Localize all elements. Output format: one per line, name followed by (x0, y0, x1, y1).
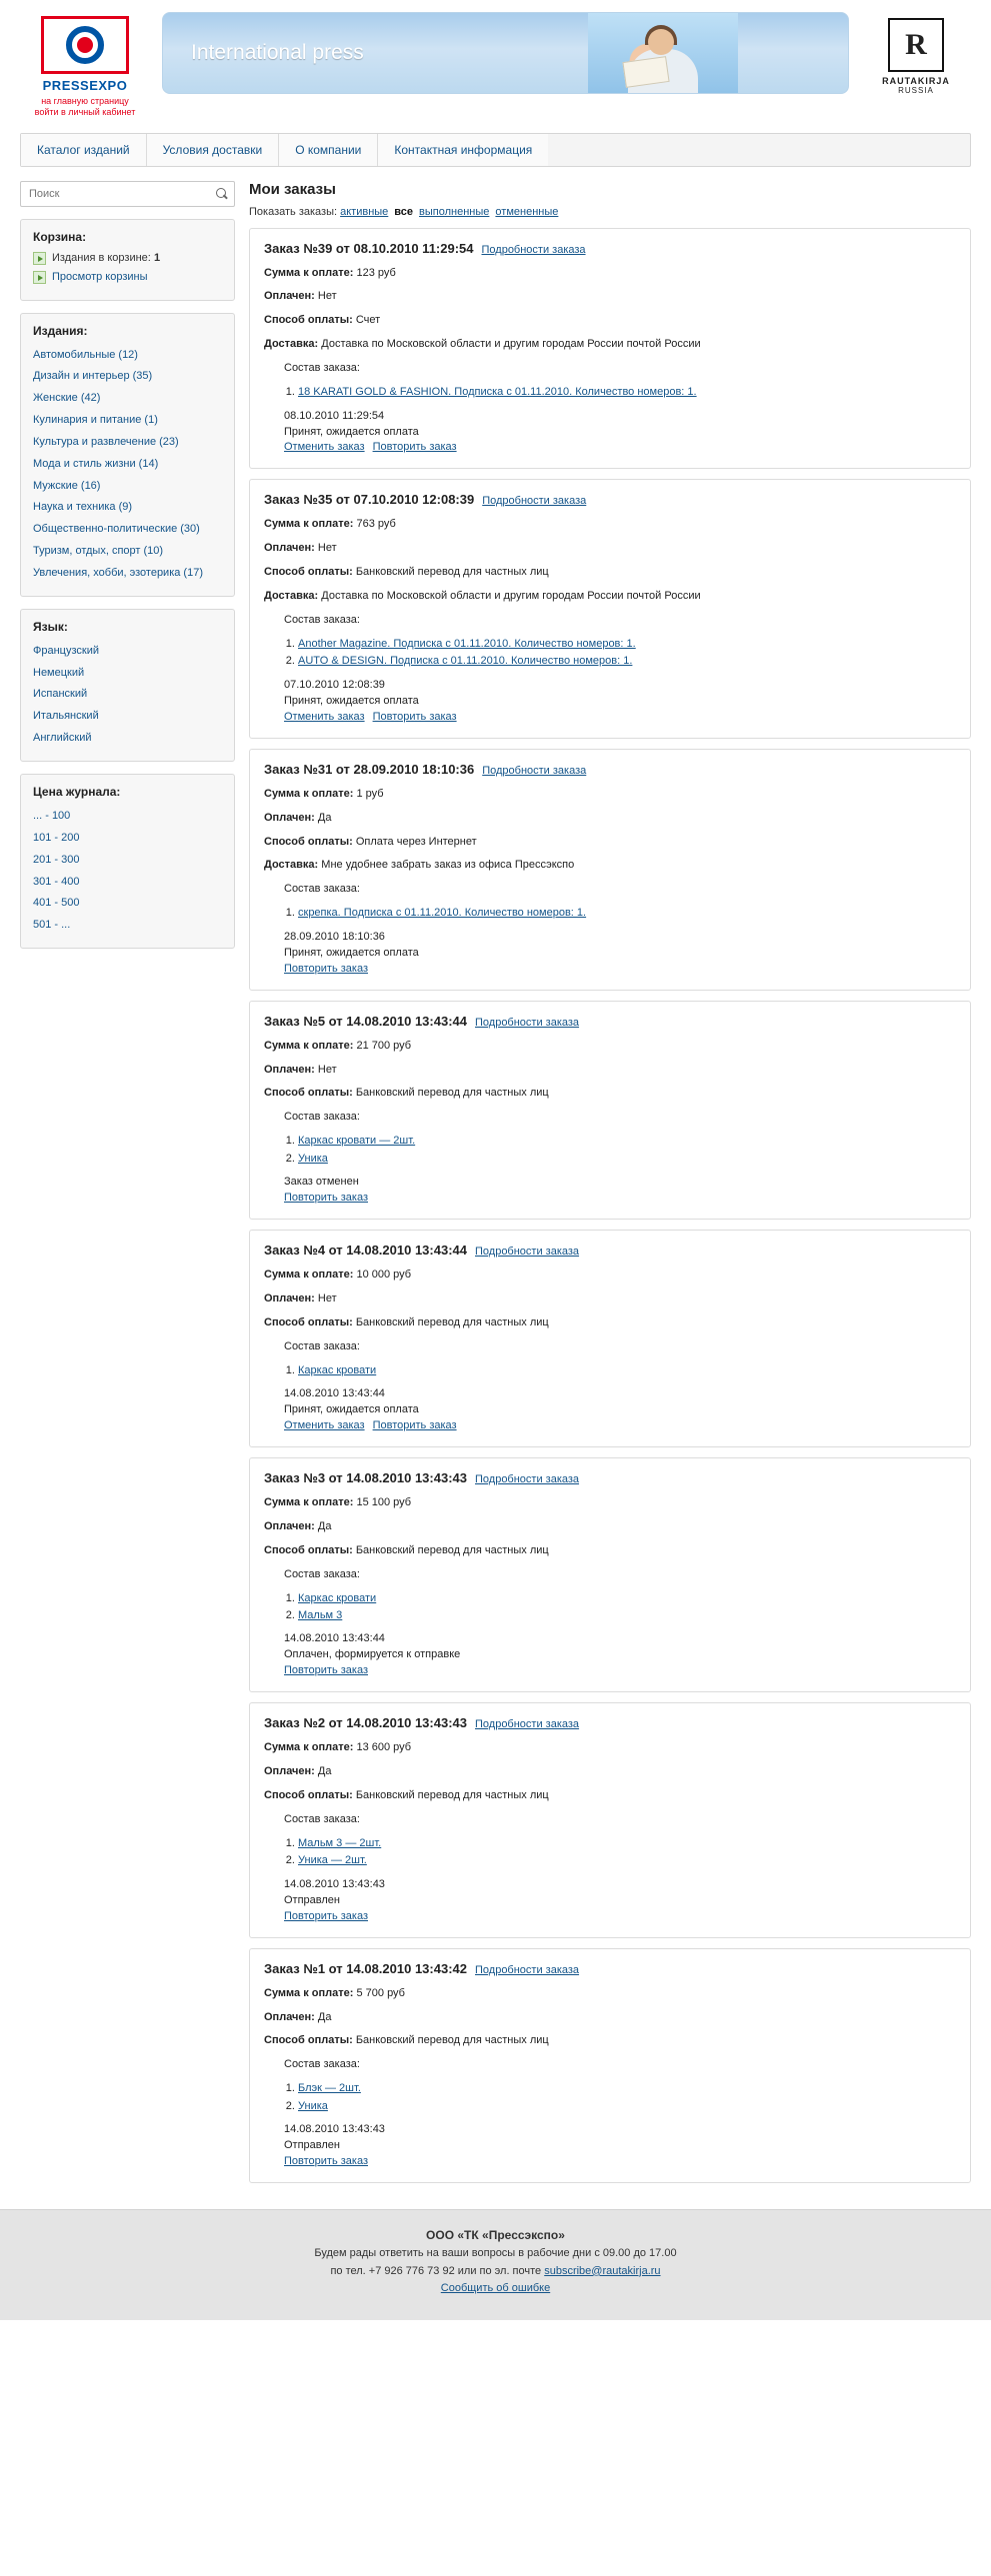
order-payment: Банковский перевод для частных лиц (355, 2034, 549, 2047)
sidebar-item-women[interactable]: Женские (42) (33, 392, 101, 405)
order-title (264, 1014, 956, 1029)
site-header (0, 0, 991, 119)
cart-panel (20, 219, 235, 301)
logo-links (20, 96, 150, 119)
language-list (33, 642, 222, 746)
editions-panel (20, 313, 235, 597)
logo-wordmark: PRESSEXPO (42, 78, 128, 93)
order-items (264, 385, 956, 400)
filter-all[interactable]: все (394, 205, 414, 218)
order-repeat-link[interactable]: Повторить заказ (284, 962, 368, 975)
page-title: Мои заказы (249, 180, 336, 198)
order-item-link[interactable]: Каркас кровати — 2шт. (298, 1135, 416, 1148)
order-card (249, 1702, 971, 1937)
sidebar-item-hobby[interactable]: Увлечения, хобби, эзотерика (17) (33, 566, 203, 579)
order-title (264, 762, 956, 777)
order-item-link[interactable]: Блэк — 2шт. (298, 2082, 361, 2095)
list-item (33, 729, 222, 746)
filter-completed[interactable]: выполненные (419, 205, 490, 218)
hero-banner (162, 12, 849, 94)
filter-active[interactable]: активные (340, 205, 389, 218)
list-item (33, 851, 222, 868)
order-title-text: Заказ №39 от 08.10.2010 11:29:54 (264, 240, 474, 256)
list-item (33, 367, 222, 384)
order-item-link[interactable]: скрепка. Подписка с 01.11.2010. Количество номеров: 1. (298, 907, 587, 920)
label-sum: Сумма к оплате: (264, 266, 354, 279)
language-title: Язык: (33, 619, 68, 634)
order-paid: Нет (317, 1063, 337, 1076)
order-title (264, 1961, 956, 1976)
list-item (33, 894, 222, 911)
label-paid: Оплачен: (264, 1519, 315, 1532)
sidebar-item-price-6[interactable]: 501 - ... (33, 919, 71, 932)
list-item (298, 654, 956, 669)
main-nav (20, 133, 971, 167)
order-details-link[interactable]: Подробности заказа (481, 243, 586, 256)
cart-items-label: Издания в корзине: (52, 252, 151, 264)
label-delivery: Доставка: (264, 590, 319, 603)
label-paid: Оплачен: (264, 290, 315, 303)
order-details-link[interactable]: Подробности заказа (475, 1016, 580, 1029)
order-status-date: 14.08.2010 13:43:44 (284, 1632, 385, 1645)
footer-hours: Будем рады ответить на ваши вопросы в рабочие дни с 09.00 до 17.00 (314, 2247, 677, 2260)
label-sum: Сумма к оплате: (264, 1495, 354, 1508)
sidebar-item-science[interactable]: Наука и техника (9) (33, 501, 133, 514)
site-footer (0, 2209, 991, 2320)
order-repeat-link[interactable]: Повторить заказ (284, 1909, 368, 1922)
content-area (0, 167, 991, 2193)
order-payment: Оплата через Интернет (355, 835, 477, 848)
list-item (33, 873, 222, 890)
order-paid: Да (317, 811, 332, 824)
list-item (33, 642, 222, 659)
order-status (264, 1386, 956, 1434)
order-status-text: Отправлен (284, 1893, 340, 1906)
order-item-link[interactable]: Мальм 3 — 2шт. (298, 1837, 382, 1850)
sidebar-item-german[interactable]: Немецкий (33, 666, 85, 679)
label-composition: Состав заказа: (284, 614, 360, 627)
price-panel (20, 774, 235, 949)
order-item-link[interactable]: Уника (298, 2099, 328, 2112)
sidebar-item-design[interactable]: Дизайн и интерьер (35) (33, 370, 153, 383)
sidebar-item-cooking[interactable]: Кулинария и питание (1) (33, 414, 158, 427)
label-payment: Способ оплаты: (264, 1315, 353, 1328)
label-sum: Сумма к оплате: (264, 1741, 354, 1754)
order-title-text: Заказ №35 от 07.10.2010 12:08:39 (264, 492, 475, 508)
order-status-text: Оплачен, формируется к отправке (284, 1648, 461, 1661)
order-payment: Банковский перевод для частных лиц (355, 1543, 549, 1556)
order-status (264, 930, 956, 978)
label-sum: Сумма к оплате: (264, 1039, 354, 1052)
order-status-date: 14.08.2010 13:43:43 (284, 1877, 385, 1890)
label-composition: Состав заказа: (284, 362, 360, 375)
label-composition: Состав заказа: (284, 1339, 360, 1352)
sidebar-item-men[interactable]: Мужские (16) (33, 479, 101, 492)
order-title-text: Заказ №5 от 14.08.2010 13:43:44 (264, 1013, 467, 1029)
order-item-link[interactable]: Уника — 2шт. (298, 1854, 367, 1867)
order-paid: Нет (317, 290, 337, 303)
cart-view-link[interactable]: Просмотр корзины (52, 271, 148, 283)
label-payment: Способ оплаты: (264, 1087, 353, 1100)
order-details-link[interactable]: Подробности заказа (482, 495, 587, 508)
order-details-link[interactable]: Подробности заказа (475, 1245, 580, 1258)
list-item (33, 520, 222, 537)
search-icon[interactable] (216, 188, 228, 200)
label-composition: Состав заказа: (284, 2058, 360, 2071)
order-payment: Банковский перевод для частных лиц (355, 1789, 549, 1802)
list-item (298, 2081, 956, 2096)
order-status-date: 28.09.2010 18:10:36 (284, 930, 385, 943)
nav-item-catalog[interactable]: Каталог изданий (21, 134, 147, 166)
label-paid: Оплачен: (264, 2010, 315, 2023)
label-delivery: Доставка: (264, 859, 319, 872)
order-status-text: Отправлен (284, 2139, 340, 2152)
list-item (33, 564, 222, 581)
sidebar-item-culture[interactable]: Культура и развлечение (23) (33, 435, 179, 448)
order-items (264, 637, 956, 670)
order-delivery: Мне удобнее забрать заказ из офиса Прессэкспо (321, 859, 575, 872)
label-composition: Состав заказа: (284, 883, 360, 896)
list-item (298, 385, 956, 400)
order-items (264, 906, 956, 921)
sidebar-item-price-3[interactable]: 201 - 300 (33, 853, 80, 866)
list-item (33, 685, 222, 702)
order-status (264, 2122, 956, 2170)
list-item (33, 433, 222, 450)
order-cancel-link[interactable]: Отменить заказ (284, 710, 365, 723)
partner-logo (861, 12, 971, 95)
order-payment: Банковский перевод для частных лиц (355, 1087, 549, 1100)
label-paid: Оплачен: (264, 542, 315, 555)
sidebar-item-price-1[interactable]: ... - 100 (33, 810, 71, 822)
order-details-link[interactable]: Подробности заказа (475, 1963, 580, 1976)
editions-title: Издания: (33, 323, 88, 338)
order-sum: 123 руб (356, 266, 396, 279)
order-status (264, 1631, 956, 1679)
list-item (33, 829, 222, 846)
order-paid: Нет (317, 1291, 337, 1304)
order-items (264, 1363, 956, 1378)
footer-contact (20, 2263, 971, 2281)
order-title (264, 1470, 956, 1485)
list-item (298, 906, 956, 921)
order-payment: Банковский перевод для частных лиц (355, 1315, 549, 1328)
list-item (33, 346, 222, 363)
order-repeat-link[interactable]: Повторить заказ (284, 1192, 368, 1205)
price-list (33, 807, 222, 933)
list-item (298, 637, 956, 652)
partner-sub: RUSSIA (898, 86, 934, 95)
pressexpo-logo-icon (41, 16, 129, 74)
sidebar (20, 181, 235, 950)
list-item (33, 707, 222, 724)
order-item-link[interactable]: Мальм 3 (298, 1609, 343, 1622)
order-title (264, 1715, 956, 1730)
order-sum: 763 руб (356, 518, 396, 531)
order-status (264, 1175, 956, 1207)
sidebar-item-travel[interactable]: Туризм, отдых, спорт (10) (33, 545, 164, 558)
footer-email-link[interactable]: subscribe@rautakirja.ru (544, 2264, 661, 2277)
order-delivery: Доставка по Московской области и другим городам России почтой России (321, 590, 701, 603)
order-delivery: Доставка по Московской области и другим городам России почтой России (321, 338, 701, 351)
order-status (264, 409, 956, 457)
label-payment: Способ оплаты: (264, 835, 353, 848)
cart-title: Корзина: (33, 229, 87, 244)
order-card (249, 749, 971, 991)
logo-block[interactable] (20, 12, 150, 119)
link-account[interactable]: войти в личный кабинет (34, 107, 136, 118)
label-payment: Способ оплаты: (264, 2034, 353, 2047)
price-title: Цена журнала: (33, 785, 121, 799)
order-card (249, 479, 971, 738)
order-item-link[interactable]: Каркас кровати (298, 1591, 377, 1604)
order-payment: Счет (355, 314, 381, 327)
order-repeat-link[interactable]: Повторить заказ (372, 441, 457, 454)
nav-item-about[interactable]: О компании (279, 134, 378, 166)
language-panel (20, 609, 235, 762)
report-error-link[interactable]: Сообщить об ошибке (440, 2282, 551, 2295)
order-cancel-link[interactable]: Отменить заказ (284, 441, 365, 454)
order-card (249, 1457, 971, 1692)
banner-photo (588, 13, 738, 94)
order-title (264, 492, 956, 507)
order-repeat-link[interactable]: Повторить заказ (284, 2155, 368, 2168)
rautakirja-letter-icon: R (888, 18, 944, 72)
order-title-text: Заказ №1 от 14.08.2010 13:43:42 (264, 1960, 467, 1976)
list-item (298, 1152, 956, 1167)
editions-list (33, 346, 222, 581)
order-details-link[interactable]: Подробности заказа (475, 1718, 580, 1731)
label-composition: Состав заказа: (284, 1567, 360, 1580)
order-paid: Нет (317, 542, 337, 555)
order-sum: 13 600 руб (356, 1741, 412, 1754)
list-item (33, 389, 222, 406)
order-paid: Да (317, 2010, 332, 2023)
filter-label: Показать заказы: (249, 205, 338, 218)
list-item (33, 411, 222, 428)
order-item-link[interactable]: Another Magazine. Подписка с 01.11.2010. Количество номеров: 1. (298, 638, 636, 651)
label-composition: Состав заказа: (284, 1813, 360, 1826)
order-item-link[interactable]: 18 KARATI GOLD & FASHION. Подписка с 01.11.2010. Количество номеров: 1. (298, 386, 697, 399)
label-payment: Способ оплаты: (264, 566, 353, 579)
sidebar-item-spanish[interactable]: Испанский (33, 688, 88, 701)
sidebar-item-english[interactable]: Английский (33, 732, 92, 745)
list-item (298, 1836, 956, 1851)
order-card (249, 228, 971, 470)
list-item (298, 1363, 956, 1378)
label-sum: Сумма к оплате: (264, 787, 354, 800)
search-input[interactable] (27, 187, 216, 201)
cart-items-count: 1 (153, 252, 161, 264)
label-composition: Состав заказа: (284, 1111, 360, 1124)
list-item (298, 1134, 956, 1149)
sidebar-item-price-2[interactable]: 101 - 200 (33, 831, 80, 844)
banner-title: International press (191, 41, 364, 64)
list-item (33, 477, 222, 494)
order-paid: Да (317, 1765, 332, 1778)
arrow-right-icon (33, 252, 46, 265)
label-sum: Сумма к оплате: (264, 1986, 354, 1999)
order-items (264, 1836, 956, 1869)
order-status-date: 14.08.2010 13:43:43 (284, 2123, 385, 2136)
order-sum: 1 руб (356, 787, 384, 800)
order-title-text: Заказ №2 от 14.08.2010 13:43:43 (264, 1715, 467, 1731)
order-title (264, 1243, 956, 1258)
link-home[interactable]: на главную страницу (41, 96, 129, 106)
list-item (33, 664, 222, 681)
order-status-text: Заказ отменен (284, 1176, 359, 1189)
order-status-date: 07.10.2010 12:08:39 (284, 678, 385, 691)
sidebar-item-politics[interactable]: Общественно-политические (30) (33, 523, 200, 536)
sidebar-item-auto[interactable]: Автомобильные (12) (33, 348, 138, 361)
label-paid: Оплачен: (264, 811, 315, 824)
label-delivery: Доставка: (264, 338, 319, 351)
orders-filter (249, 206, 971, 218)
label-sum: Сумма к оплате: (264, 1268, 354, 1281)
order-item-link[interactable]: AUTO & DESIGN. Подписка с 01.11.2010. Количество номеров: 1. (298, 655, 633, 668)
label-payment: Способ оплаты: (264, 314, 353, 327)
label-payment: Способ оплаты: (264, 1789, 353, 1802)
arrow-right-icon (33, 271, 46, 284)
order-title-text: Заказ №31 от 28.09.2010 18:10:36 (264, 761, 475, 777)
order-title (264, 241, 956, 256)
search-box[interactable] (20, 181, 235, 207)
list-item (298, 1608, 956, 1623)
order-sum: 15 100 руб (356, 1495, 412, 1508)
sidebar-item-price-4[interactable]: 301 - 400 (33, 875, 80, 888)
order-card (249, 1001, 971, 1220)
main-column (249, 181, 971, 2193)
order-item-link[interactable]: Каркас кровати (298, 1363, 377, 1376)
order-card (249, 1230, 971, 1447)
cart-view-row[interactable] (33, 271, 222, 284)
order-status (264, 678, 956, 726)
order-title-text: Заказ №3 от 14.08.2010 13:43:43 (264, 1469, 467, 1485)
list-item (298, 2099, 956, 2114)
list-item (298, 1853, 956, 1868)
list-item (33, 807, 222, 824)
order-item-link[interactable]: Уника (298, 1152, 328, 1165)
partner-name: RAUTAKIRJA (882, 76, 950, 86)
sidebar-item-italian[interactable]: Итальянский (33, 710, 99, 723)
list-item (33, 542, 222, 559)
order-paid: Да (317, 1519, 332, 1532)
order-details-link[interactable]: Подробности заказа (475, 1472, 580, 1485)
order-cancel-link[interactable]: Отменить заказ (284, 1418, 365, 1431)
order-payment: Банковский перевод для частных лиц (355, 566, 549, 579)
label-paid: Оплачен: (264, 1063, 315, 1076)
sidebar-item-fashion[interactable]: Мода и стиль жизни (14) (33, 457, 159, 470)
order-status (264, 1877, 956, 1925)
order-status-text: Принят, ожидается оплата (284, 946, 419, 959)
filter-cancelled[interactable]: отмененные (495, 205, 559, 218)
nav-item-delivery[interactable]: Условия доставки (147, 134, 280, 166)
order-status-text: Принят, ожидается оплата (284, 694, 419, 707)
order-status-text: Принят, ожидается оплата (284, 425, 419, 438)
label-sum: Сумма к оплате: (264, 518, 354, 531)
sidebar-item-price-5[interactable]: 401 - 500 (33, 897, 80, 910)
order-items (264, 1134, 956, 1167)
list-item (33, 916, 222, 933)
sidebar-item-french[interactable]: Французский (33, 644, 99, 657)
order-status-text: Принят, ожидается оплата (284, 1403, 419, 1416)
nav-item-contacts[interactable]: Контактная информация (378, 134, 548, 166)
order-status-date: 08.10.2010 11:29:54 (284, 409, 385, 422)
order-repeat-link[interactable]: Повторить заказ (284, 1664, 368, 1677)
order-repeat-link[interactable]: Повторить заказ (372, 1418, 457, 1431)
order-repeat-link[interactable]: Повторить заказ (372, 710, 457, 723)
order-sum: 21 700 руб (356, 1039, 412, 1052)
order-items (264, 2081, 956, 2114)
label-paid: Оплачен: (264, 1291, 315, 1304)
order-sum: 10 000 руб (356, 1268, 412, 1281)
cart-items-row[interactable] (33, 252, 222, 265)
list-item (33, 455, 222, 472)
footer-contact-prefix: по тел. +7 926 776 73 92 или по эл. почте (330, 2264, 545, 2277)
order-card (249, 1948, 971, 2183)
order-sum: 5 700 руб (356, 1986, 405, 1999)
order-items (264, 1591, 956, 1624)
order-status-date: 14.08.2010 13:43:44 (284, 1387, 385, 1400)
list-item (33, 498, 222, 515)
order-details-link[interactable]: Подробности заказа (482, 764, 587, 777)
label-paid: Оплачен: (264, 1765, 315, 1778)
list-item (298, 1591, 956, 1606)
footer-company: ООО «ТК «Прессэкспо» (426, 2227, 565, 2242)
label-payment: Способ оплаты: (264, 1543, 353, 1556)
order-title-text: Заказ №4 от 14.08.2010 13:43:44 (264, 1242, 467, 1258)
